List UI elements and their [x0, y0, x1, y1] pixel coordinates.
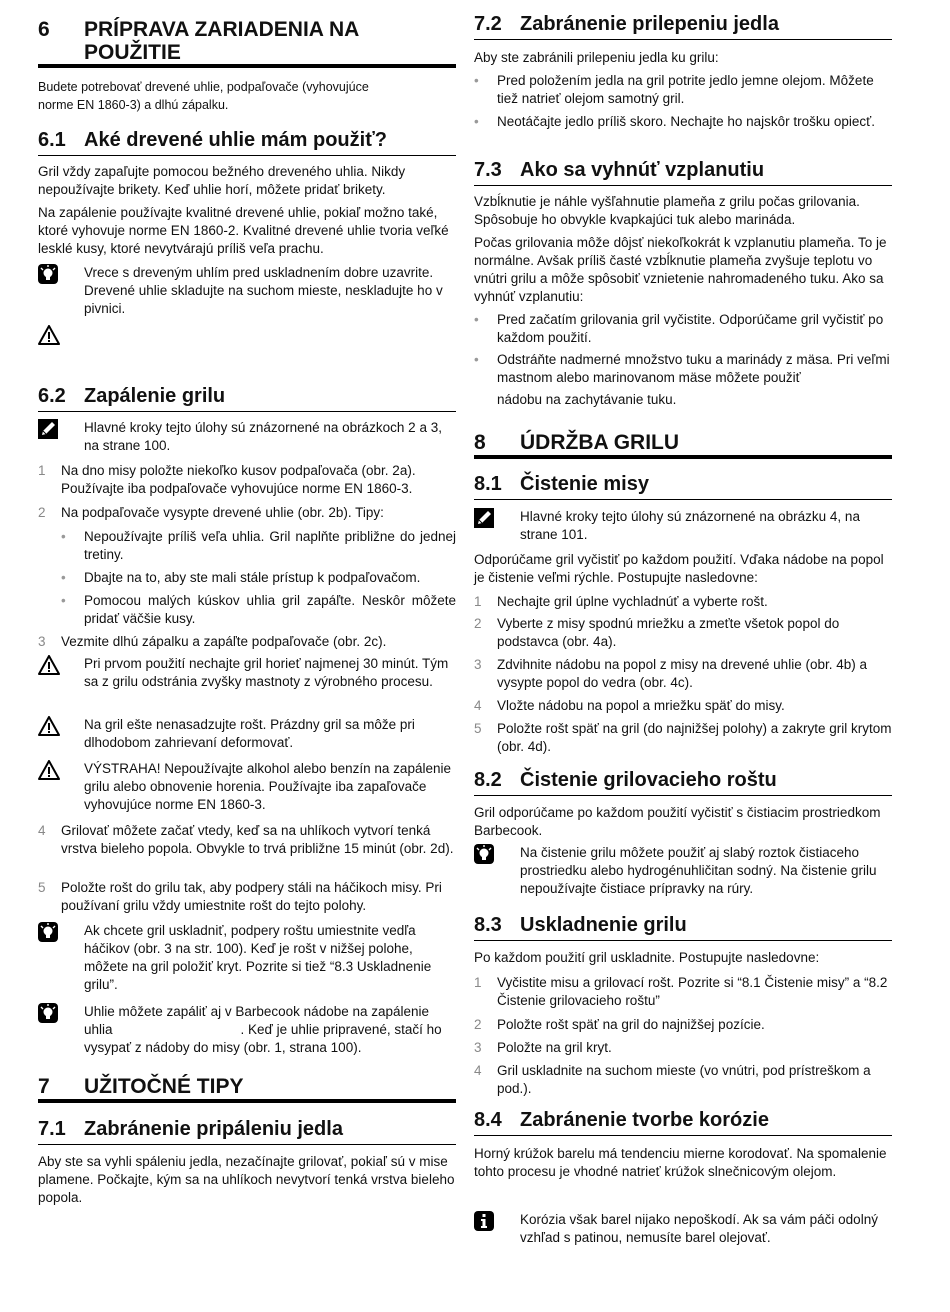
section-8-4-heading	[474, 1108, 892, 1136]
bullet-item: • Dbajte na to, aby ste mali stále prístup k podpaľovačom.	[61, 570, 421, 585]
list-item: 5 Položte rošt do grilu tak, aby podpery stáli na háčikoch misy. Pri používaní grilu vždy umiestnite rošt do tejto polohy.	[38, 880, 442, 913]
paragraph: Gril vždy zapaľujte pomocou bežného dreveného uhlia. Nikdy nepoužívajte brikety. Keď uhlie horí, môžete pridať brikety.	[38, 164, 406, 197]
section-title: Zabránenie pripáleniu jedla	[84, 1118, 343, 1140]
warning-triangle-icon	[38, 760, 58, 780]
reference-text: Hlavné kroky tejto úlohy sú znázornené na obrázku 4, na strane 101.	[520, 509, 860, 542]
section-title: ÚDRŽBA GRILU	[520, 431, 680, 454]
section-number: 7.1	[38, 1118, 66, 1140]
list-item: 3 Vezmite dlhú zápalku a zapáľte podpaľovače (obr. 2c).	[38, 634, 387, 649]
info-icon	[474, 1211, 494, 1231]
list-item: 2 Vyberte z misy spodnú mriežku a zmeťte všetok popol do podstavca (obr. 4a).	[474, 616, 840, 649]
section-title: Zabránenie tvorbe korózie	[520, 1109, 769, 1131]
section-6-heading	[38, 18, 456, 68]
bullet-item: • Pomocou malých kúskov uhlia gril zapáľte. Neskôr môžete pridať väčšie kusy.	[61, 593, 456, 626]
section-8-1-heading	[474, 472, 892, 500]
tip-text: Ak chcete gril uskladniť, podpery roštu umiestnite vedľa háčikov (obr. 3 na str. 100). Keď je rošt v nižšej polohe, môžete na gril položiť kryt. Pozrite si tiež “8.3 Uskladnenie grilu”.	[84, 923, 432, 992]
section-title: Zapálenie grilu	[84, 385, 226, 407]
section-title: UŽITOČNÉ TIPY	[84, 1075, 244, 1098]
warning-text: Pri prvom použití nechajte gril horieť najmenej 30 minút. Tým sa z grilu odstránia zvyšky mastnoty z výrobného procesu.	[84, 656, 449, 689]
bullet-item: • Pred položením jedla na gril potrite jedlo jemne olejom. Môžete tiež natrieť olejom samotný gril.	[474, 73, 874, 106]
bullet-item: • Pred začatím grilovania gril vyčistite. Odporúčame gril vyčistiť po každom použití.	[474, 312, 884, 345]
tip-text: Na čistenie grilu môžete použiť aj slabý roztok čistiaceho prostriedku alebo hydrogénuhličitan sodný. Na čistenie grilu nepoužívajte čistiace prípravky na rúry.	[520, 845, 877, 896]
paragraph: Počas grilovania môže dôjsť niekoľkokrát k vzplanutiu plameňa. To je normálne. Avšak príliš časté vzbĺknutie plameňa zvyšuje teplotu vo vnútri grilu a môže spôsobiť vznietenie nahromadeného tuku. Ako sa vyhnúť vzplanutiu:	[474, 235, 887, 304]
info-text: Korózia však barel nijako nepoškodí. Ak sa vám páči odolný vzhľad s patinou, nemusíte barel olejovať.	[520, 1212, 878, 1245]
lightbulb-icon	[38, 922, 58, 942]
section-7-2-heading	[474, 12, 892, 40]
pencil-reference-icon	[474, 508, 494, 528]
section-number: 8.2	[474, 769, 502, 791]
section-title-line2: POUŽITIE	[84, 41, 181, 64]
lightbulb-icon	[474, 844, 494, 864]
lightbulb-icon	[38, 264, 58, 284]
warning-text: VÝSTRAHA! Nepoužívajte alkohol alebo benzín na zapálenie grilu alebo obnovenie horenia. Používajte iba zapaľovače vyhovujúce norme EN 1860-3.	[84, 761, 451, 812]
list-item: 1 Vyčistite misu a grilovací rošt. Pozrite si “8.1 Čistenie misy” a “8.2 Čistenie grilovacieho roštu”	[474, 975, 888, 1008]
tip-note	[38, 264, 456, 318]
section-number: 7	[38, 1075, 50, 1098]
section-6-1-heading	[38, 128, 456, 156]
section-title: Čistenie misy	[520, 473, 649, 495]
list-item: 3 Zdvihnite nádobu na popol z misy na drevené uhlie (obr. 4b) a vysypte popol do vedra (obr. 4c).	[474, 657, 867, 690]
list-item: 2 Na podpaľovače vysypte drevené uhlie (obr. 2b). Tipy:	[38, 505, 384, 520]
tip-text: Uhlie môžete zapáliť aj v Barbecook nádobe na zapálenie uhlia . Keď je uhlie pripravené, stačí ho vysypať z nádoby do misy (obr. 1, strana 100).	[84, 1004, 442, 1055]
paragraph: Na zapálenie používajte kvalitné drevené uhlie, pokiaľ možno také, ktoré vyhovuje norme EN 1860-2. Kvalitné drevené uhlie tvoria veľké lesklé kusy, ktoré nevytvárajú príliš veľa prachu.	[38, 205, 449, 256]
section-6-2-heading	[38, 384, 456, 412]
list-item: 5 Položte rošt späť na gril (do najnižšej polohy) a zakryte gril krytom (obr. 4d).	[474, 721, 892, 754]
paragraph: Po každom použití gril uskladnite. Postupujte nasledovne:	[474, 950, 820, 965]
section-number: 8.4	[474, 1109, 502, 1131]
list-item: 4 Gril uskladnite na suchom mieste (vo vnútri, pod prístreškom a pod.).	[474, 1063, 871, 1096]
section-number: 6	[38, 18, 50, 41]
section-number: 6.1	[38, 129, 66, 151]
list-item: 4 Vložte nádobu na popol a mriežku späť do misy.	[474, 698, 785, 713]
tip-note	[38, 1003, 456, 1057]
paragraph: Aby ste sa vyhli spáleniu jedla, nezačínajte grilovať, pokiaľ sú v mise plamene. Počkajte, kým sa na uhlíkoch nevytvorí tenká vrstva bieleho popola.	[38, 1154, 455, 1205]
list-item: 1 Na dno misy položte niekoľko kusov podpaľovača (obr. 2a). Používajte iba podpaľovače vyhovujúce norme EN 1860-3.	[38, 463, 416, 496]
section-6-intro	[38, 78, 456, 114]
section-8-2-heading	[474, 768, 892, 796]
lightbulb-icon	[38, 1003, 58, 1023]
intro-line2: norme EN 1860-3) a dlhú zápalku.	[38, 98, 229, 112]
warning-note	[38, 716, 456, 752]
paragraph: Odporúčame gril vyčistiť po každom použití. Vďaka nádobe na popol je čistenie veľmi rýchle. Postupujte nasledovne:	[474, 552, 884, 585]
tip-note	[474, 844, 892, 898]
section-number: 6.2	[38, 385, 66, 407]
warning-note	[38, 760, 456, 814]
section-number: 8.3	[474, 914, 502, 936]
section-title: Čistenie grilovacieho roštu	[520, 769, 777, 791]
section-7-heading	[38, 1075, 456, 1103]
paragraph: Gril odporúčame po každom použití vyčistiť s čistiacim prostriedkom Barbecook.	[474, 805, 881, 838]
section-8-heading	[474, 431, 892, 459]
section-title: Zabránenie prilepeniu jedla	[520, 13, 779, 35]
warning-text: Na gril ešte nenasadzujte rošt. Prázdny gril sa môže pri dlhodobom zahrievaní deformovať.	[84, 717, 415, 750]
section-7-3-heading	[474, 158, 892, 186]
reference-note	[474, 508, 892, 544]
section-title: Aké drevené uhlie mám použiť?	[84, 129, 387, 151]
bullet-item: • Odstráňte nadmerné množstvo tuku a marinády z mäsa. Pri veľmi mastnom alebo marinovanom mäse môžete použiť	[474, 352, 890, 385]
section-title: Ako sa vyhnúť vzplanutiu	[520, 159, 765, 181]
tip-note	[38, 922, 456, 994]
section-title: Uskladnenie grilu	[520, 914, 687, 936]
bullet-item: • Nepoužívajte príliš veľa uhlia. Gril naplňte približne do jednej tretiny.	[61, 529, 456, 562]
reference-text: Hlavné kroky tejto úlohy sú znázornené na obrázkoch 2 a 3, na strane 100.	[84, 420, 442, 453]
bullet-item: • Neotáčajte jedlo príliš skoro. Nechajte ho najskôr trošku opiecť.	[474, 114, 875, 129]
list-item: 3 Položte na gril kryt.	[474, 1040, 612, 1055]
pencil-reference-icon	[38, 419, 58, 439]
section-7-1-heading	[38, 1117, 456, 1145]
list-item: 4 Grilovať môžete začať vtedy, keď sa na uhlíkoch vytvorí tenká vrstva bieleho popola. Obvykle to trvá približne 15 minút (obr. 2d).	[38, 823, 454, 856]
section-8-3-heading	[474, 913, 892, 941]
section-title-line1: PRÍPRAVA ZARIADENIA NA	[84, 18, 360, 41]
section-number: 7.3	[474, 159, 502, 181]
section-number: 7.2	[474, 13, 502, 35]
list-item: 1 Nechajte gril úplne vychladnúť a vyberte rošt.	[474, 594, 768, 609]
bullet-continuation: nádobu na zachytávanie tuku.	[497, 392, 677, 407]
info-note	[474, 1211, 892, 1247]
paragraph: Horný krúžok barelu má tendenciu mierne korodovať. Na spomalenie tohto procesu je vhodné natrieť krúžok slnečnicovým olejom.	[474, 1146, 887, 1179]
list-item: 2 Položte rošt späť na gril do najnižšej pozície.	[474, 1017, 765, 1032]
warning-triangle-icon	[38, 716, 58, 736]
warning-triangle-icon	[38, 325, 58, 345]
section-number: 8.1	[474, 473, 502, 495]
tip-text: Vrece s dreveným uhlím pred uskladnením dobre uzavrite. Drevené uhlie skladujte na suchom mieste, neskladujte ho v pivnici.	[84, 265, 443, 316]
warning-triangle-icon	[38, 655, 58, 675]
warning-note	[38, 655, 456, 691]
reference-note	[38, 419, 456, 455]
section-number: 8	[474, 431, 486, 454]
paragraph: Aby ste zabránili prilepeniu jedla ku grilu:	[474, 50, 719, 65]
paragraph: Vzbĺknutie je náhle vyšľahnutie plameňa z grilu počas grilovania. Spôsobuje ho obvykle kvapkajúci tuk alebo marináda.	[474, 194, 860, 227]
intro-line1: Budete potrebovať drevené uhlie, podpaľovače (vyhovujúce	[38, 80, 369, 94]
